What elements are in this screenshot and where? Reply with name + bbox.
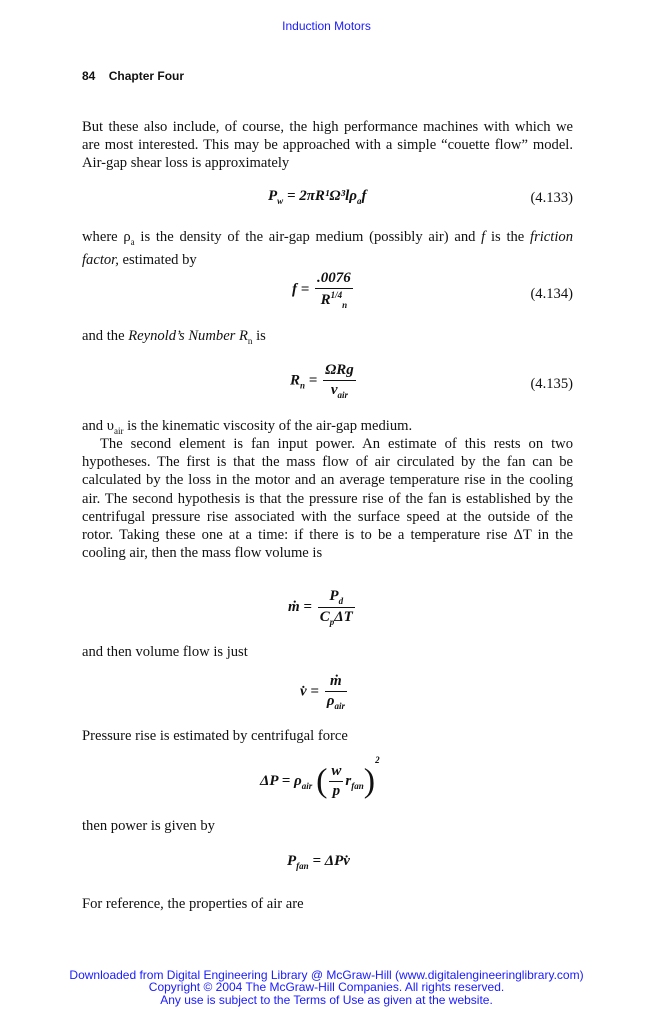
- eq134-fraction: [315, 270, 353, 310]
- eq134-lhs: f =: [292, 281, 314, 298]
- eq-dp-r-sub: fan: [351, 781, 364, 791]
- footer-line-2: Copyright © 2004 The McGraw-Hill Companies. All rights reserved.: [148, 980, 505, 995]
- p2-text-a: where ρ: [82, 229, 131, 245]
- eq-mdot-numerator: P: [329, 588, 339, 604]
- eq135-numerator: ΩRg: [323, 362, 356, 381]
- eq-mdot-den-end: ΔT: [334, 609, 353, 625]
- eq135-denominator: ν: [330, 382, 338, 398]
- eq-dp-close-paren: ): [363, 762, 376, 800]
- eq134-number: (4.134): [530, 286, 573, 302]
- paragraph-volume-flow: and then volume flow is just: [82, 644, 248, 660]
- eq-vdot-numerator: ṁ: [325, 673, 347, 692]
- equation-fan-power: [82, 853, 573, 901]
- eq134-den-sub: n: [342, 300, 348, 310]
- eq-dp-fraction: [329, 763, 343, 800]
- eq-vdot-lhs: v̇ =: [300, 683, 323, 700]
- paragraph-reference: For reference, the properties of air are: [82, 896, 304, 912]
- eq133-lhs: P: [268, 188, 278, 204]
- eq-dp-r: r: [345, 773, 352, 789]
- p3-text-a: and the: [82, 328, 129, 344]
- eq135-fraction: [323, 362, 356, 400]
- eq-dp-power: 2: [375, 755, 380, 765]
- equation-4-134: [82, 270, 573, 318]
- p3-term: Reynold’s Number R: [128, 328, 248, 344]
- eq134-denominator: R: [320, 292, 331, 308]
- eq134-numerator: .0076: [315, 270, 353, 289]
- eq133-rhs-end: f: [361, 188, 367, 204]
- equation-mass-flow: [82, 588, 573, 636]
- eq133-lhs-sub: w: [277, 196, 284, 206]
- eq-pfan-lhs-sub: fan: [296, 861, 309, 871]
- eq134-den-sup: 1/4: [330, 290, 343, 300]
- running-head: [82, 69, 184, 83]
- eq-dp-open-paren: (: [316, 762, 328, 800]
- p2-sub: a: [130, 236, 135, 247]
- eq-pfan-lhs: P: [287, 853, 297, 869]
- p3-text-b: is: [252, 328, 266, 344]
- eq135-equals: =: [305, 372, 322, 389]
- p3-sub: n: [247, 335, 253, 346]
- eq-vdot-den-sub: air: [334, 701, 345, 711]
- equation-pressure-rise: [82, 755, 573, 803]
- eq-dp-numerator: w: [329, 763, 343, 782]
- p4-text-b: is the kinematic viscosity of the air-gap medium.: [123, 418, 413, 434]
- p2-text-b: is the density of the air-gap medium (possibly air) and: [134, 229, 482, 245]
- paragraph-friction: [82, 228, 573, 269]
- paragraph-fan-power: The second element is fan input power. An estimate of this rests on two hypotheses. The first is that the mass flow of air circulated by the fan can be calculated by the loss in the motor and an average temperature rise in the cooling air. The second hypothesis is that the pressure rise of the fan is established by the centrifugal pressure rise associated with the surface speed at the outside of the rotor. Taking these one at a time: if there is to be a temperature rise ΔT in the cooling air, then the mass flow volume is: [82, 436, 573, 562]
- header-link[interactable]: Induction Motors: [282, 19, 371, 33]
- paragraph-pressure-rise: Pressure rise is estimated by centrifugal force: [82, 728, 348, 744]
- p2-text-c: is the: [485, 229, 531, 245]
- eq133-rhs-sub: a: [357, 196, 362, 206]
- eq-dp-lhs: ΔP = ρ: [260, 773, 302, 789]
- p4-sub: air: [113, 425, 124, 436]
- paragraph-power: then power is given by: [82, 818, 215, 834]
- paragraph-intro: But these also include, of course, the high performance machines with which we are most interested. This may be approached with a simple “couette flow” model. Air-gap shear loss is approximately: [82, 119, 573, 172]
- p4-text-a: and υ: [82, 418, 114, 434]
- eq-mdot-denominator: C: [319, 609, 330, 625]
- chapter-title: Chapter Four: [108, 69, 185, 83]
- eq-mdot-lhs: ṁ =: [288, 598, 316, 615]
- eq-vdot-fraction: [325, 673, 347, 711]
- eq-dp-denominator: p: [332, 783, 341, 800]
- equation-4-135: [82, 362, 573, 410]
- footer-line-1[interactable]: Downloaded from Digital Engineering Library @ McGraw-Hill (www.digitalengineeringlibrary.com): [69, 968, 584, 982]
- download-footer[interactable]: [0, 969, 653, 1006]
- eq133-number: (4.133): [530, 190, 573, 206]
- eq-mdot-num-sub: d: [338, 596, 344, 606]
- eq135-number: (4.135): [530, 376, 573, 392]
- page-number: 84: [82, 69, 96, 83]
- eq-mdot-fraction: [318, 588, 355, 627]
- eq-mdot-den-sub: p: [329, 617, 335, 627]
- p2-f: f: [481, 229, 486, 245]
- footer-line-3[interactable]: Any use is subject to the Terms of Use as given at the website.: [160, 992, 493, 1007]
- eq135-lhs-sub: n: [300, 380, 306, 391]
- eq135-den-sub: air: [337, 390, 349, 400]
- eq135-lhs: R: [290, 372, 301, 389]
- eq-pfan-rhs: = ΔPv̇: [308, 853, 350, 869]
- eq-vdot-denominator: ρ: [326, 693, 335, 709]
- eq133-rhs: = 2πR¹Ω³lρ: [283, 188, 358, 204]
- p2-text-d: estimated by: [118, 252, 197, 269]
- p2-term: friction factor,: [82, 229, 573, 269]
- eq-dp-lhs-sub: air: [301, 781, 313, 791]
- equation-volume-flow: [82, 673, 573, 721]
- paragraph-reynolds: [82, 327, 573, 350]
